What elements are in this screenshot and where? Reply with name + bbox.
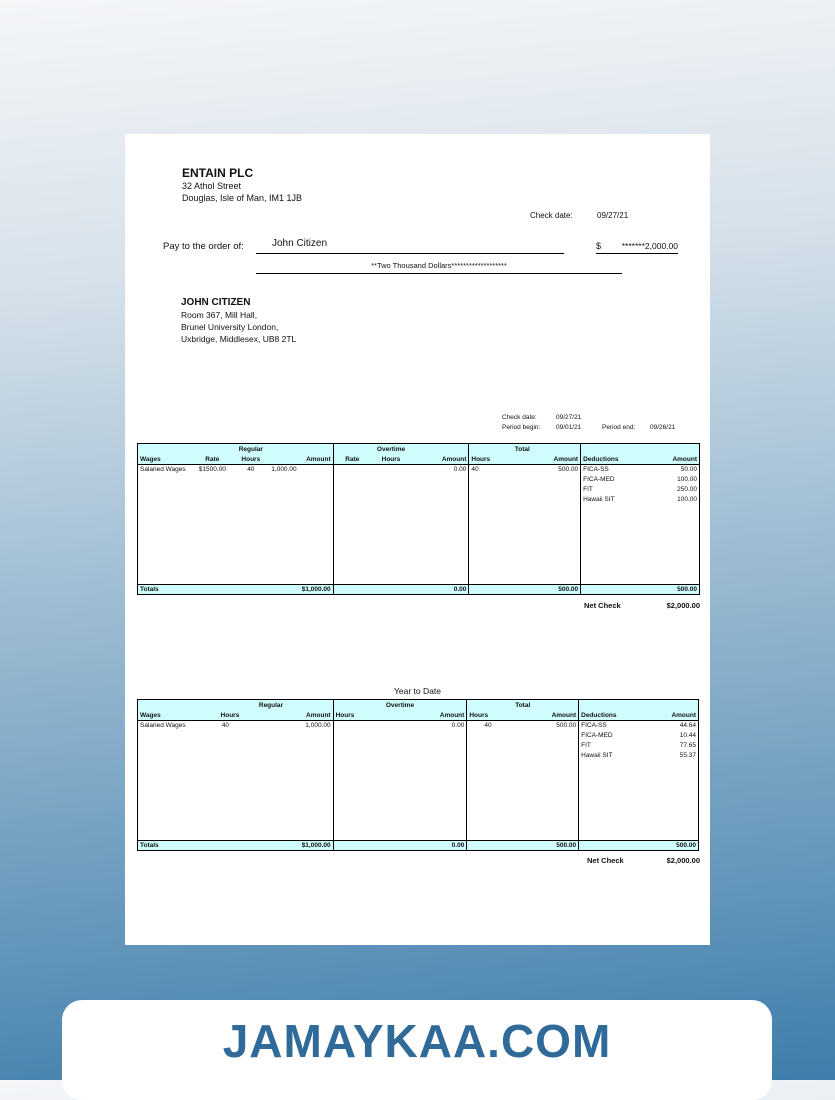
company-address-line2: Douglas, Isle of Man, IM1 1JB <box>182 193 303 203</box>
deduction-name: FIT <box>581 485 641 495</box>
employee-address-line2: Brunel University London, <box>181 322 279 332</box>
table-filler-row <box>138 761 699 841</box>
ytd-reg-amount: 1,000.00 <box>305 722 331 730</box>
col-wages: Wages <box>138 454 193 465</box>
ytd-deduction-name: FIT <box>579 741 641 751</box>
totals-overtime: 0.00 <box>411 585 469 595</box>
period-end: 09/26/21 <box>650 424 676 431</box>
totals-deductions: 500.00 <box>641 585 700 595</box>
col-total-hours: Hours <box>469 454 513 465</box>
current-earnings-table <box>137 443 700 595</box>
ytd-totals-regular: $1,000.00 <box>241 841 333 851</box>
ytd-total-hours: 40 <box>467 721 509 731</box>
ytd-title: Year to Date <box>394 686 441 696</box>
employee-address-line3: Uxbridge, Middlesex, UB8 2TL <box>181 334 297 344</box>
ytd-col-deduction-amount: Amount <box>641 710 699 721</box>
ytd-col-ot-hours: Hours <box>333 710 383 721</box>
ytd-ot-amount: 0.00 <box>451 722 465 730</box>
site-watermark-text: JAMAYKAA.COM <box>222 1015 612 1067</box>
ytd-group-regular: Regular <box>209 700 333 711</box>
net-check-amount: $2,000.00 <box>666 601 700 610</box>
ytd-deduction-amount: 77.65 <box>679 742 696 749</box>
ytd-col-hours: Hours <box>209 710 241 721</box>
deduction-name: FICA-SS <box>581 465 641 475</box>
ytd-deduction-amount: 44.64 <box>679 722 696 730</box>
amount-underline <box>596 253 678 254</box>
check-date-value: 09/27/21 <box>597 211 629 220</box>
table-row <box>138 475 700 485</box>
ytd-deduction-amount: 55.37 <box>679 752 696 759</box>
deduction-name: Hawaii SIT <box>581 495 641 505</box>
col-ot-amount: Amount <box>411 454 469 465</box>
col-deduction-amount: Amount <box>641 454 700 465</box>
col-total-amount: Amount <box>513 454 581 465</box>
col-rate: Rate <box>192 454 232 465</box>
table-row <box>138 731 699 741</box>
ytd-col-wages: Wages <box>138 710 210 721</box>
ytd-deduction-name: FICA-SS <box>579 721 641 731</box>
deduction-amount: 50.00 <box>680 466 697 474</box>
ytd-col-ot-amount: Amount <box>383 710 467 721</box>
payee-underline <box>256 253 564 254</box>
reg-amount: 1,000.00 <box>271 466 297 474</box>
col-ot-hours: Hours <box>371 454 411 465</box>
company-name: ENTAIN PLC <box>182 166 254 180</box>
period-begin-label: Period begin: <box>502 424 541 431</box>
ytd-earnings-table <box>137 699 699 851</box>
ytd-totals-deductions: 500.00 <box>641 841 699 851</box>
totals-total: 500.00 <box>513 585 581 595</box>
ytd-totals-row <box>138 841 699 851</box>
totals-label: Totals <box>138 585 193 595</box>
deduction-amount: 100.00 <box>677 476 697 483</box>
deduction-amount: 100.00 <box>677 496 697 503</box>
ytd-totals-total: 500.00 <box>509 841 579 851</box>
check-date-label: Check date: <box>530 211 573 220</box>
ytd-net-check-label: Net Check <box>587 856 624 865</box>
total-amount: 500.00 <box>558 466 579 474</box>
ytd-deduction-name: FICA-MED <box>579 731 641 741</box>
ytd-wage-label: Salaried Wages <box>140 722 186 730</box>
pay-to-label: Pay to the order of: <box>163 241 244 252</box>
ytd-total-amount: 500.00 <box>556 722 577 730</box>
ytd-col-total-hours: Hours <box>467 710 509 721</box>
period-begin: 09/01/21 <box>556 424 582 431</box>
ytd-group-overtime: Overtime <box>333 700 467 711</box>
company-address-line1: 32 Athol Street <box>182 181 242 191</box>
ytd-net-check-amount: $2,000.00 <box>666 856 700 865</box>
table-row <box>138 741 699 751</box>
group-header-row <box>138 444 700 455</box>
table-row <box>138 485 700 495</box>
group-overtime: Overtime <box>371 444 411 455</box>
dollar-sign: $ <box>596 241 602 251</box>
col-hours: Hours <box>232 454 269 465</box>
words-underline <box>256 273 622 274</box>
employee-name: JOHN CITIZEN <box>181 297 251 308</box>
ytd-reg-hours: 40 <box>221 722 229 730</box>
table-row <box>138 751 699 761</box>
totals-regular: $1,000.00 <box>269 585 333 595</box>
ytd-group-header-row <box>138 700 699 711</box>
wage-label: Salaried Wages <box>140 466 186 474</box>
table-row <box>138 721 699 731</box>
period-end-label: Period end: <box>602 424 636 431</box>
ytd-col-deductions: Deductions <box>579 710 641 721</box>
amount-in-words: **Two Thousand Dollars******************* <box>371 261 507 270</box>
site-banner <box>62 1000 772 1100</box>
ytd-col-total-amount: Amount <box>509 710 579 721</box>
group-total: Total <box>513 444 581 455</box>
net-check-label: Net Check <box>584 601 621 610</box>
ytd-deduction-amount: 10.44 <box>679 732 696 739</box>
employee-address-line1: Room 367, Mill Hall, <box>181 310 258 320</box>
reg-hours: 40 <box>247 466 255 474</box>
table-filler-row <box>138 505 700 585</box>
group-regular: Regular <box>232 444 269 455</box>
pay-stub-document <box>125 134 710 945</box>
col-ot-rate: Rate <box>333 454 371 465</box>
period-check-date-label: Check date: <box>502 414 537 421</box>
table-row <box>138 495 700 505</box>
ytd-deduction-name: Hawaii SIT <box>579 751 641 761</box>
reg-rate: $1500.00 <box>198 466 226 474</box>
col-deductions: Deductions <box>581 454 641 465</box>
column-header-row <box>138 454 700 465</box>
ytd-totals-label: Totals <box>138 841 210 851</box>
total-hours: 40 <box>469 465 513 475</box>
check-amount: *******2,000.00 <box>621 241 678 251</box>
period-check-date: 09/27/21 <box>556 414 582 421</box>
deduction-name: FICA-MED <box>581 475 641 485</box>
payee-name: John Citizen <box>272 238 328 249</box>
table-row <box>138 465 700 475</box>
col-amount: Amount <box>269 454 333 465</box>
ytd-col-amount: Amount <box>241 710 333 721</box>
ytd-column-header-row <box>138 710 699 721</box>
ot-amount: 0.00 <box>453 466 467 474</box>
ytd-group-total: Total <box>467 700 579 711</box>
ytd-totals-overtime: 0.00 <box>383 841 467 851</box>
deduction-amount: 250.00 <box>677 486 697 493</box>
totals-row <box>138 585 700 595</box>
